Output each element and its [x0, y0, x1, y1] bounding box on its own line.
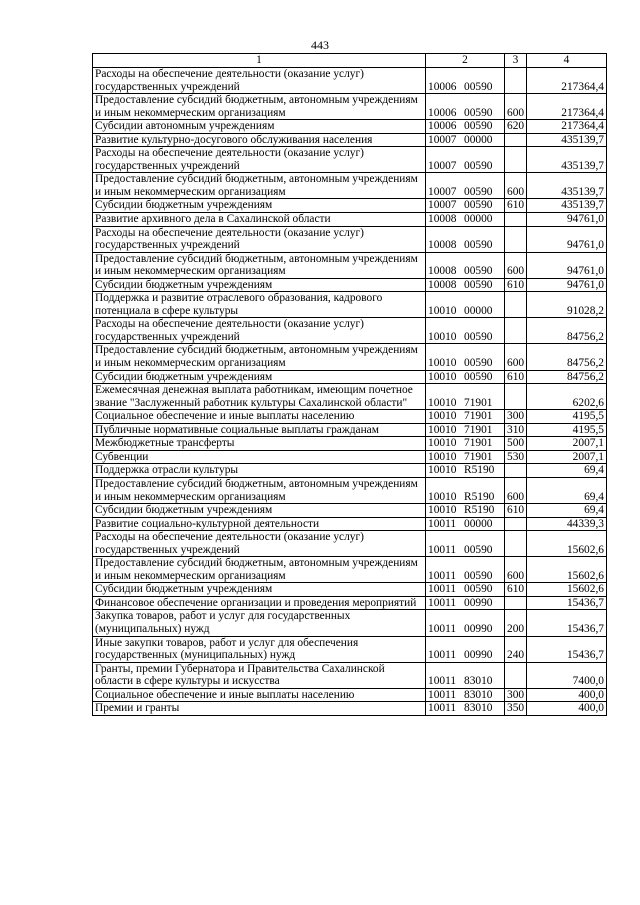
row-expense-type — [505, 517, 527, 531]
code-program: 10006 — [428, 120, 457, 133]
row-target-code — [426, 292, 505, 318]
table-row — [93, 477, 607, 503]
row-amount: 94761,0 — [527, 226, 607, 252]
row-expense-type — [505, 147, 527, 173]
row-description: Социальное обеспечение и иные выплаты населению — [93, 688, 426, 702]
table-row — [93, 504, 607, 518]
row-expense-type — [505, 531, 527, 557]
table-row — [93, 278, 607, 292]
code-program: 10006 — [428, 106, 457, 119]
code-program: 10010 — [428, 504, 457, 517]
code-program: 10010 — [428, 396, 457, 409]
code-direction: 00000 — [464, 133, 493, 146]
code-direction: 00590 — [464, 265, 493, 278]
code-program: 10006 — [428, 80, 457, 93]
row-description: Финансовое обеспечение организации и проведения мероприятий — [93, 596, 426, 610]
code-program: 10010 — [428, 330, 457, 343]
row-target-code — [426, 596, 505, 610]
row-expense-type: 610 — [505, 199, 527, 213]
row-amount: 435139,7 — [527, 133, 607, 147]
table-row — [93, 410, 607, 424]
row-description: Ежемесячная денежная выплата работникам, имеющим почетное звание "Заслуженный работник культуры Сахалинской области" — [93, 384, 426, 410]
row-expense-type: 600 — [505, 344, 527, 370]
table-row — [93, 583, 607, 597]
code-program: 10011 — [428, 543, 457, 556]
row-amount: 400,0 — [527, 688, 607, 702]
row-expense-type: 530 — [505, 450, 527, 464]
row-description: Предоставление субсидий бюджетным, автономным учреждениям и иным некоммерческим организациям — [93, 94, 426, 120]
row-description: Развитие культурно-досугового обслуживания населения — [93, 133, 426, 147]
row-amount: 91028,2 — [527, 292, 607, 318]
code-program: 10008 — [428, 265, 457, 278]
code-direction: 00590 — [464, 80, 493, 93]
code-direction: 00000 — [464, 213, 493, 226]
row-amount: 69,4 — [527, 464, 607, 478]
row-expense-type: 600 — [505, 557, 527, 583]
table-row — [93, 636, 607, 662]
code-program: 10010 — [428, 370, 457, 383]
row-description: Предоставление субсидий бюджетным, автономным учреждениям и иным некоммерческим организациям — [93, 252, 426, 278]
code-direction: 00990 — [464, 649, 493, 662]
code-direction: 00590 — [464, 278, 493, 291]
row-expense-type: 300 — [505, 688, 527, 702]
table-row — [93, 437, 607, 451]
row-target-code — [426, 252, 505, 278]
row-target-code — [426, 120, 505, 134]
row-description: Развитие социально-культурной деятельности — [93, 517, 426, 531]
row-expense-type: 600 — [505, 477, 527, 503]
row-description: Развитие архивного дела в Сахалинской области — [93, 213, 426, 227]
header-col-2: 2 — [426, 54, 505, 68]
row-description: Расходы на обеспечение деятельности (оказание услуг) государственных учреждений — [93, 226, 426, 252]
table-row — [93, 94, 607, 120]
row-expense-type: 600 — [505, 173, 527, 199]
row-expense-type: 610 — [505, 278, 527, 292]
row-target-code — [426, 344, 505, 370]
row-description: Субвенции — [93, 450, 426, 464]
row-amount: 94761,0 — [527, 252, 607, 278]
code-direction: 00590 — [464, 120, 493, 133]
code-program: 10010 — [428, 423, 457, 436]
code-program: 10010 — [428, 490, 457, 503]
header-col-3: 3 — [505, 54, 527, 68]
row-amount: 4195,5 — [527, 423, 607, 437]
row-description: Предоставление субсидий бюджетным, автономным учреждениям и иным некоммерческим организациям — [93, 477, 426, 503]
table-row — [93, 662, 607, 688]
code-direction: 00000 — [464, 517, 493, 530]
row-expense-type: 600 — [505, 252, 527, 278]
row-amount: 400,0 — [527, 702, 607, 716]
code-program: 10008 — [428, 278, 457, 291]
row-description: Расходы на обеспечение деятельности (оказание услуг) государственных учреждений — [93, 531, 426, 557]
code-direction: 00590 — [464, 357, 493, 370]
code-direction: 71901 — [464, 423, 493, 436]
row-description: Иные закупки товаров, работ и услуг для обеспечения государственных (муниципальных) нужд — [93, 636, 426, 662]
row-expense-type: 610 — [505, 504, 527, 518]
row-description: Расходы на обеспечение деятельности (оказание услуг) государственных учреждений — [93, 318, 426, 344]
row-description: Субсидии бюджетным учреждениям — [93, 583, 426, 597]
row-amount: 15602,6 — [527, 557, 607, 583]
row-description: Публичные нормативные социальные выплаты гражданам — [93, 423, 426, 437]
row-description: Предоставление субсидий бюджетным, автономным учреждениям и иным некоммерческим организациям — [93, 557, 426, 583]
row-description: Предоставление субсидий бюджетным, автономным учреждениям и иным некоммерческим организациям — [93, 173, 426, 199]
code-direction: R5190 — [464, 504, 495, 517]
row-amount: 69,4 — [527, 504, 607, 518]
row-target-code — [426, 504, 505, 518]
code-program: 10007 — [428, 199, 457, 212]
row-target-code — [426, 636, 505, 662]
table-row — [93, 68, 607, 94]
code-direction: R5190 — [464, 464, 495, 477]
code-program: 10010 — [428, 304, 457, 317]
row-expense-type — [505, 133, 527, 147]
row-description: Субсидии бюджетным учреждениям — [93, 199, 426, 213]
row-target-code — [426, 278, 505, 292]
code-direction: 00590 — [464, 543, 493, 556]
code-program: 10007 — [428, 133, 457, 146]
table-body — [93, 68, 607, 716]
row-amount: 15436,7 — [527, 610, 607, 636]
code-direction: 00590 — [464, 569, 493, 582]
header-col-4: 4 — [527, 54, 607, 68]
code-direction: 71901 — [464, 437, 493, 450]
code-direction: 83010 — [464, 702, 493, 715]
row-target-code — [426, 94, 505, 120]
row-amount: 4195,5 — [527, 410, 607, 424]
row-target-code — [426, 384, 505, 410]
code-program: 10010 — [428, 464, 457, 477]
row-expense-type — [505, 226, 527, 252]
code-direction: 00590 — [464, 159, 493, 172]
row-target-code — [426, 702, 505, 716]
row-expense-type — [505, 213, 527, 227]
table-row — [93, 596, 607, 610]
row-target-code — [426, 318, 505, 344]
row-description: Гранты, премии Губернатора и Правительства Сахалинской области в сфере культуры и искусства — [93, 662, 426, 688]
row-expense-type — [505, 464, 527, 478]
row-amount: 217364,4 — [527, 94, 607, 120]
code-direction: 00590 — [464, 106, 493, 119]
table-row — [93, 423, 607, 437]
code-program: 10008 — [428, 213, 457, 226]
table-row — [93, 464, 607, 478]
code-direction: 00990 — [464, 596, 493, 609]
table-row — [93, 147, 607, 173]
row-description: Субсидии бюджетным учреждениям — [93, 370, 426, 384]
row-amount: 7400,0 — [527, 662, 607, 688]
budget-table — [92, 53, 607, 716]
row-target-code — [426, 147, 505, 173]
row-description: Субсидии бюджетным учреждениям — [93, 278, 426, 292]
table-row — [93, 199, 607, 213]
row-description: Поддержка и развитие отраслевого образования, кадрового потенциала в сфере культуры — [93, 292, 426, 318]
row-amount: 44339,3 — [527, 517, 607, 531]
code-direction: 71901 — [464, 396, 493, 409]
row-description: Предоставление субсидий бюджетным, автономным учреждениям и иным некоммерческим организациям — [93, 344, 426, 370]
table-row — [93, 557, 607, 583]
row-target-code — [426, 557, 505, 583]
row-amount: 217364,4 — [527, 68, 607, 94]
row-target-code — [426, 133, 505, 147]
code-direction: 00590 — [464, 199, 493, 212]
code-direction: R5190 — [464, 490, 495, 503]
row-amount: 15436,7 — [527, 596, 607, 610]
code-program: 10007 — [428, 159, 457, 172]
row-description: Закупка товаров, работ и услуг для государственных (муниципальных) нужд — [93, 610, 426, 636]
row-expense-type — [505, 318, 527, 344]
code-direction: 83010 — [464, 675, 493, 688]
row-amount: 69,4 — [527, 477, 607, 503]
row-description: Субсидии бюджетным учреждениям — [93, 504, 426, 518]
table-row — [93, 120, 607, 134]
row-amount: 2007,1 — [527, 450, 607, 464]
code-program: 10011 — [428, 622, 457, 635]
table-row — [93, 133, 607, 147]
code-direction: 00590 — [464, 239, 493, 252]
table-row — [93, 517, 607, 531]
code-direction: 00590 — [464, 583, 493, 596]
row-expense-type: 310 — [505, 423, 527, 437]
row-description: Социальное обеспечение и иные выплаты населению — [93, 410, 426, 424]
table-row — [93, 252, 607, 278]
code-program: 10011 — [428, 569, 457, 582]
code-direction: 00590 — [464, 370, 493, 383]
row-amount: 217364,4 — [527, 120, 607, 134]
code-program: 10011 — [428, 702, 457, 715]
row-amount: 94761,0 — [527, 278, 607, 292]
row-target-code — [426, 199, 505, 213]
row-target-code — [426, 423, 505, 437]
code-program: 10011 — [428, 583, 457, 596]
row-description: Межбюджетные трансферты — [93, 437, 426, 451]
table-row — [93, 173, 607, 199]
table-row — [93, 450, 607, 464]
page-number: 443 — [311, 38, 329, 52]
table-row — [93, 292, 607, 318]
table-row — [93, 384, 607, 410]
code-direction: 83010 — [464, 688, 493, 701]
row-description: Расходы на обеспечение деятельности (оказание услуг) государственных учреждений — [93, 147, 426, 173]
row-target-code — [426, 226, 505, 252]
code-direction: 00990 — [464, 622, 493, 635]
row-target-code — [426, 517, 505, 531]
row-expense-type — [505, 68, 527, 94]
row-amount: 6202,6 — [527, 384, 607, 410]
header-col-1: 1 — [93, 54, 426, 68]
row-amount: 94761,0 — [527, 213, 607, 227]
row-amount: 435139,7 — [527, 173, 607, 199]
row-amount: 84756,2 — [527, 370, 607, 384]
table-row — [93, 370, 607, 384]
table-row — [93, 531, 607, 557]
table-row — [93, 702, 607, 716]
row-description: Субсидии автономным учреждениям — [93, 120, 426, 134]
row-expense-type: 610 — [505, 583, 527, 597]
row-expense-type: 610 — [505, 370, 527, 384]
row-target-code — [426, 437, 505, 451]
row-expense-type: 240 — [505, 636, 527, 662]
row-description: Поддержка отрасли культуры — [93, 464, 426, 478]
code-program: 10010 — [428, 437, 457, 450]
row-expense-type — [505, 662, 527, 688]
row-target-code — [426, 213, 505, 227]
row-expense-type: 300 — [505, 410, 527, 424]
code-program: 10011 — [428, 517, 457, 530]
code-direction: 00590 — [464, 330, 493, 343]
code-program: 10010 — [428, 410, 457, 423]
row-target-code — [426, 610, 505, 636]
code-program: 10007 — [428, 185, 457, 198]
row-amount: 15436,7 — [527, 636, 607, 662]
code-program: 10010 — [428, 450, 457, 463]
row-target-code — [426, 410, 505, 424]
row-expense-type — [505, 292, 527, 318]
row-expense-type: 200 — [505, 610, 527, 636]
row-target-code — [426, 68, 505, 94]
row-target-code — [426, 662, 505, 688]
row-amount: 84756,2 — [527, 344, 607, 370]
row-amount: 84756,2 — [527, 318, 607, 344]
code-program: 10011 — [428, 688, 457, 701]
budget-table-container — [92, 53, 606, 716]
table-row — [93, 688, 607, 702]
row-target-code — [426, 477, 505, 503]
table-row — [93, 344, 607, 370]
header-row — [93, 54, 607, 68]
table-row — [93, 213, 607, 227]
code-program: 10011 — [428, 675, 457, 688]
row-amount: 2007,1 — [527, 437, 607, 451]
code-direction: 71901 — [464, 410, 493, 423]
row-expense-type — [505, 384, 527, 410]
code-direction: 00000 — [464, 304, 493, 317]
row-amount: 15602,6 — [527, 583, 607, 597]
table-row — [93, 318, 607, 344]
row-expense-type: 600 — [505, 94, 527, 120]
row-amount: 15602,6 — [527, 531, 607, 557]
row-target-code — [426, 531, 505, 557]
row-description: Расходы на обеспечение деятельности (оказание услуг) государственных учреждений — [93, 68, 426, 94]
row-expense-type — [505, 596, 527, 610]
code-program: 10011 — [428, 649, 457, 662]
row-target-code — [426, 370, 505, 384]
code-direction: 71901 — [464, 450, 493, 463]
row-expense-type: 500 — [505, 437, 527, 451]
row-target-code — [426, 173, 505, 199]
code-direction: 00590 — [464, 185, 493, 198]
code-program: 10011 — [428, 596, 457, 609]
code-program: 10008 — [428, 239, 457, 252]
row-target-code — [426, 688, 505, 702]
table-row — [93, 610, 607, 636]
row-expense-type: 350 — [505, 702, 527, 716]
row-description: Премии и гранты — [93, 702, 426, 716]
row-target-code — [426, 450, 505, 464]
row-target-code — [426, 583, 505, 597]
row-expense-type: 620 — [505, 120, 527, 134]
row-amount: 435139,7 — [527, 147, 607, 173]
code-program: 10010 — [428, 357, 457, 370]
row-target-code — [426, 464, 505, 478]
table-row — [93, 226, 607, 252]
row-amount: 435139,7 — [527, 199, 607, 213]
